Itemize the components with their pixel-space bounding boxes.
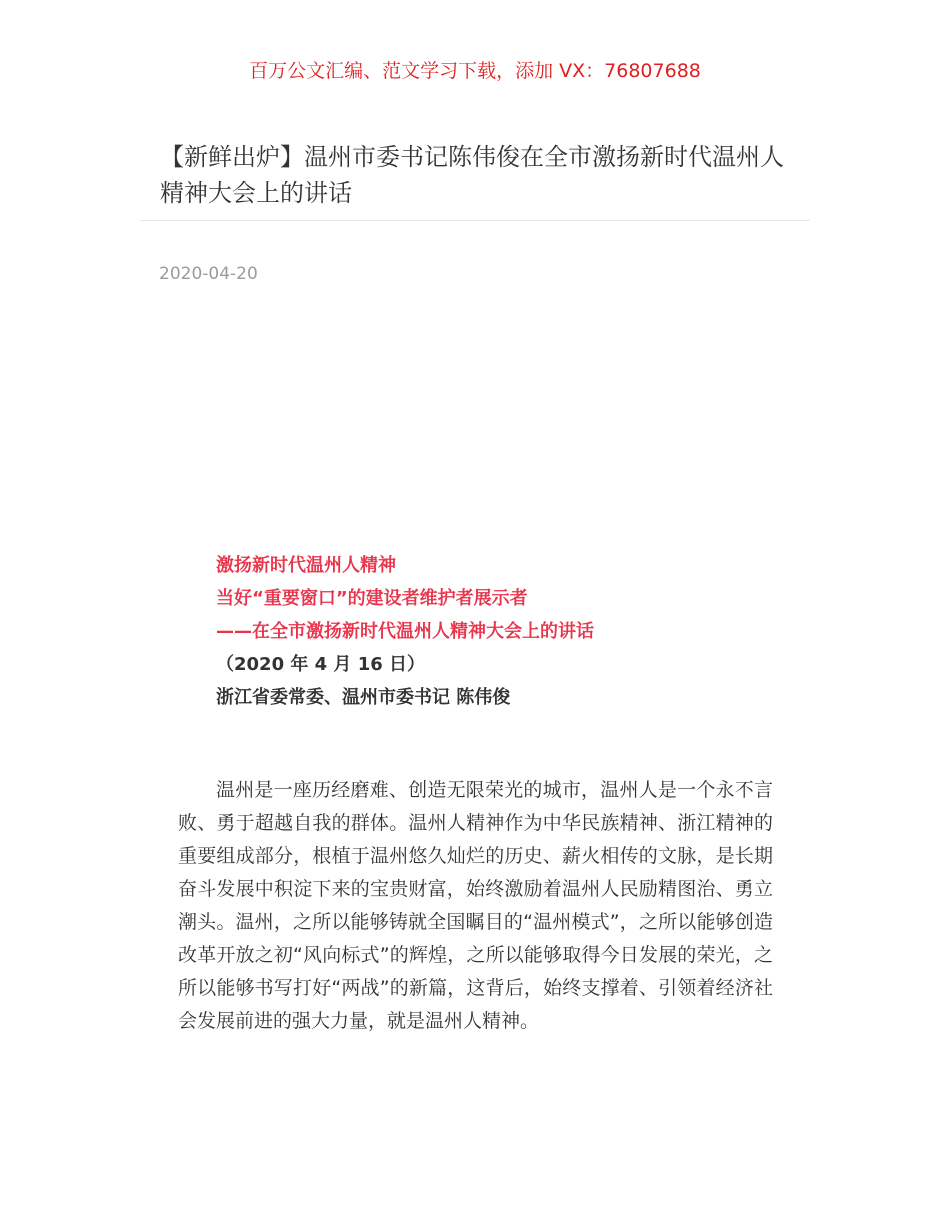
speech-heading-line-1: 激扬新时代温州人精神	[216, 555, 396, 576]
body-paragraph: 温州是一座历经磨难、创造无限荣光的城市，温州人是一个永不言败、勇于超越自我的群体。温州人精神作为中华民族精神、浙江精神的重要组成部分，根植于温州悠久灿烂的历史、薪火相传的文脉，是长期奋斗发展中积淀下来的宝贵财富，始终激励着温州人民励精图治、勇立潮头。温州，之所以能够铸就全国瞩目的“温州模式”，之所以能够创造改革开放之初“风向标式”的辉煌，之所以能够取得今日发展的荣光，之所以能够书写打好“两战”的新篇，这背后，始终支撑着、引领着经济社会发展前进的强大力量，就是温州人精神。	[178, 779, 773, 1032]
speech-heading-line-3: ——在全市激扬新时代温州人精神大会上的讲话	[216, 621, 594, 642]
speech-heading	[216, 549, 816, 714]
publish-date: 2020-04-20	[159, 264, 258, 284]
speech-heading-line-2: 当好“重要窗口”的建设者维护者展示者	[216, 588, 528, 609]
article-title: 【新鲜出炉】温州市委书记陈伟俊在全市激扬新时代温州人精神大会上的讲话	[160, 143, 784, 207]
speech-date: （2020 年 4 月 16 日）	[216, 654, 426, 675]
promo-banner: 百万公文汇编、范文学习下载，添加 VX：76807688	[249, 60, 701, 82]
speaker-line: 浙江省委常委、温州市委书记 陈伟俊	[216, 687, 511, 708]
title-divider	[140, 220, 810, 221]
